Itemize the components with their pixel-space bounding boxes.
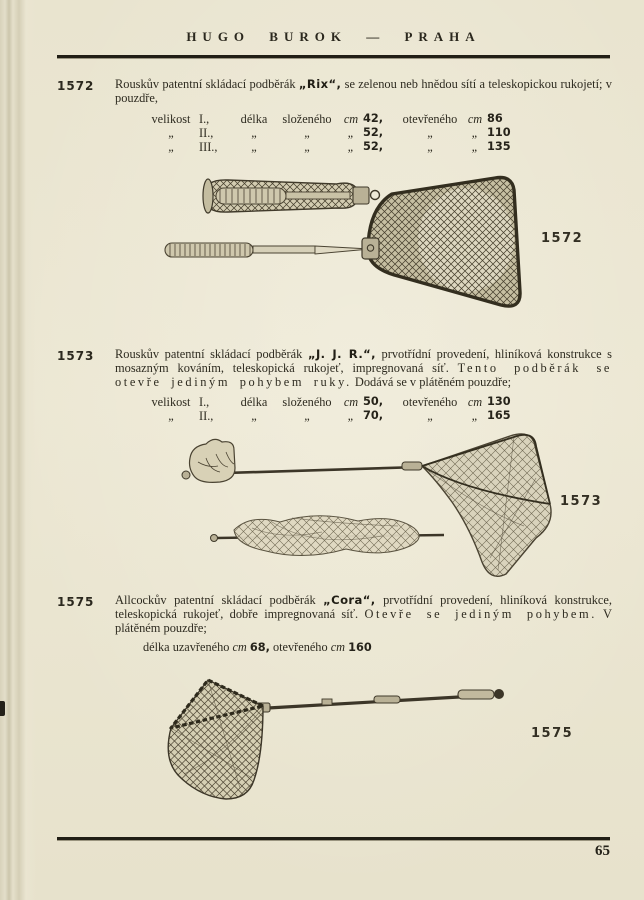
description-text: Rouskův patentní skládací podběrák	[115, 347, 308, 361]
size-cell: „	[304, 125, 310, 140]
footer-rule	[57, 837, 610, 840]
product-name: „Rix“,	[298, 77, 342, 91]
size-cell: cm	[467, 395, 483, 410]
description-text: Allcockův patentní skládací podběrák	[115, 593, 324, 607]
size-cell: „	[304, 139, 310, 154]
size-cell: cm	[467, 111, 483, 126]
description-text: prvotřídní provedení, hliníková konstrukce s mosazným kováním, teleskopická rukojeť, impregnovaná síť.	[115, 347, 612, 375]
size-row	[143, 126, 644, 140]
size-cell: „	[471, 139, 479, 154]
size-text: délka uzavřeného	[143, 640, 230, 655]
size-cell: 86	[487, 111, 503, 125]
size-cell: „	[251, 409, 257, 424]
product-name: „J. J. R.“,	[307, 347, 376, 361]
size-cell: „	[251, 125, 257, 140]
description-text: se zelenou neb hnědou sítí a teleskopickou rukojetí; v pouzdře,	[115, 77, 612, 105]
item-description	[115, 348, 612, 389]
page-edge-mark	[0, 701, 5, 716]
size-cell: „	[168, 125, 174, 140]
size-row	[143, 112, 644, 126]
size-cell: velikost	[151, 395, 191, 410]
size-cell: II.,	[199, 409, 214, 424]
size-cell: „	[347, 409, 355, 424]
size-cell: otevřeného	[402, 395, 458, 410]
size-row	[143, 395, 644, 409]
item-number: 1572	[57, 79, 95, 93]
size-cell: délka	[240, 395, 268, 410]
net-illustration-folded-and-open	[150, 166, 580, 324]
size-cell: I.,	[199, 111, 210, 126]
size-value: 160	[348, 641, 372, 655]
catalog-item-1575	[0, 594, 644, 655]
size-cell: cm	[343, 111, 359, 126]
size-cell: otevřeného	[402, 111, 458, 126]
size-table	[143, 395, 644, 423]
size-value: 68,	[249, 641, 270, 655]
page-header: HUGO BUROK — PRAHA	[186, 29, 481, 44]
size-cell: „	[427, 409, 433, 424]
description-text: Rouskův patentní skládací podběrák	[115, 77, 299, 91]
item-number: 1575	[57, 595, 95, 609]
figure-label: 1575	[531, 726, 574, 741]
description-text: Dodává se v plátěném pouzdře;	[351, 374, 512, 389]
description-emphasis: Otevře se jediným pohybem.	[364, 606, 597, 621]
size-cell: „	[347, 125, 355, 140]
description-text: prvotřídní provedení, hliníková konstrukce, teleskopická rukojeť, dobře impregnovaná síť.	[115, 593, 612, 621]
unit-label: cm	[232, 640, 247, 655]
size-cell: 130	[487, 395, 511, 409]
size-cell: složeného	[282, 395, 332, 410]
size-cell: I.,	[199, 395, 210, 410]
size-cell: 52,	[363, 139, 384, 153]
net-illustration-hand-open-and-folded	[122, 428, 592, 588]
size-cell: „	[168, 139, 174, 154]
size-table	[143, 112, 644, 154]
size-cell: „	[168, 409, 174, 424]
size-cell: cm	[343, 395, 359, 410]
size-cell: III.,	[199, 139, 218, 154]
item-description	[115, 78, 612, 106]
size-cell: délka	[240, 111, 268, 126]
item-description	[115, 594, 612, 635]
catalog-item-1573	[0, 348, 644, 423]
figure-1573	[122, 428, 592, 588]
size-cell: 50,	[363, 395, 384, 409]
unit-label: cm	[330, 640, 346, 655]
size-cell: „	[304, 409, 310, 424]
figure-label: 1573	[560, 494, 603, 509]
size-row	[143, 409, 644, 423]
size-cell: 70,	[363, 409, 384, 423]
size-cell: velikost	[151, 111, 191, 126]
description-emphasis: Tento podběrák se otevře jediným pohybem ruky.	[115, 360, 612, 389]
size-cell: „	[427, 139, 433, 154]
item-number: 1573	[57, 349, 95, 363]
size-cell: 110	[487, 125, 511, 139]
size-cell: „	[471, 409, 479, 424]
size-cell: „	[427, 125, 433, 140]
figure-1575	[122, 666, 592, 808]
size-cell: 42,	[363, 111, 384, 125]
description-text: V plátěném pouzdře;	[115, 606, 612, 635]
size-cell: II.,	[199, 125, 214, 140]
size-cell: „	[347, 139, 355, 154]
figure-1572	[150, 166, 580, 324]
net-illustration-open-triangle	[122, 666, 592, 808]
size-cell: složeného	[282, 111, 332, 126]
size-cell: 135	[487, 139, 511, 153]
catalog-item-1572	[0, 78, 644, 154]
size-row	[143, 140, 644, 154]
size-cell: 165	[487, 409, 511, 423]
size-line	[143, 640, 644, 655]
figure-label: 1572	[541, 231, 584, 246]
header-rule	[57, 55, 610, 58]
product-name: „Cora“,	[323, 593, 376, 607]
size-cell: „	[251, 139, 257, 154]
page-number: 65	[595, 843, 610, 859]
size-cell: „	[471, 125, 479, 140]
size-text: otevřeného	[272, 640, 328, 655]
size-cell: 52,	[363, 125, 384, 139]
